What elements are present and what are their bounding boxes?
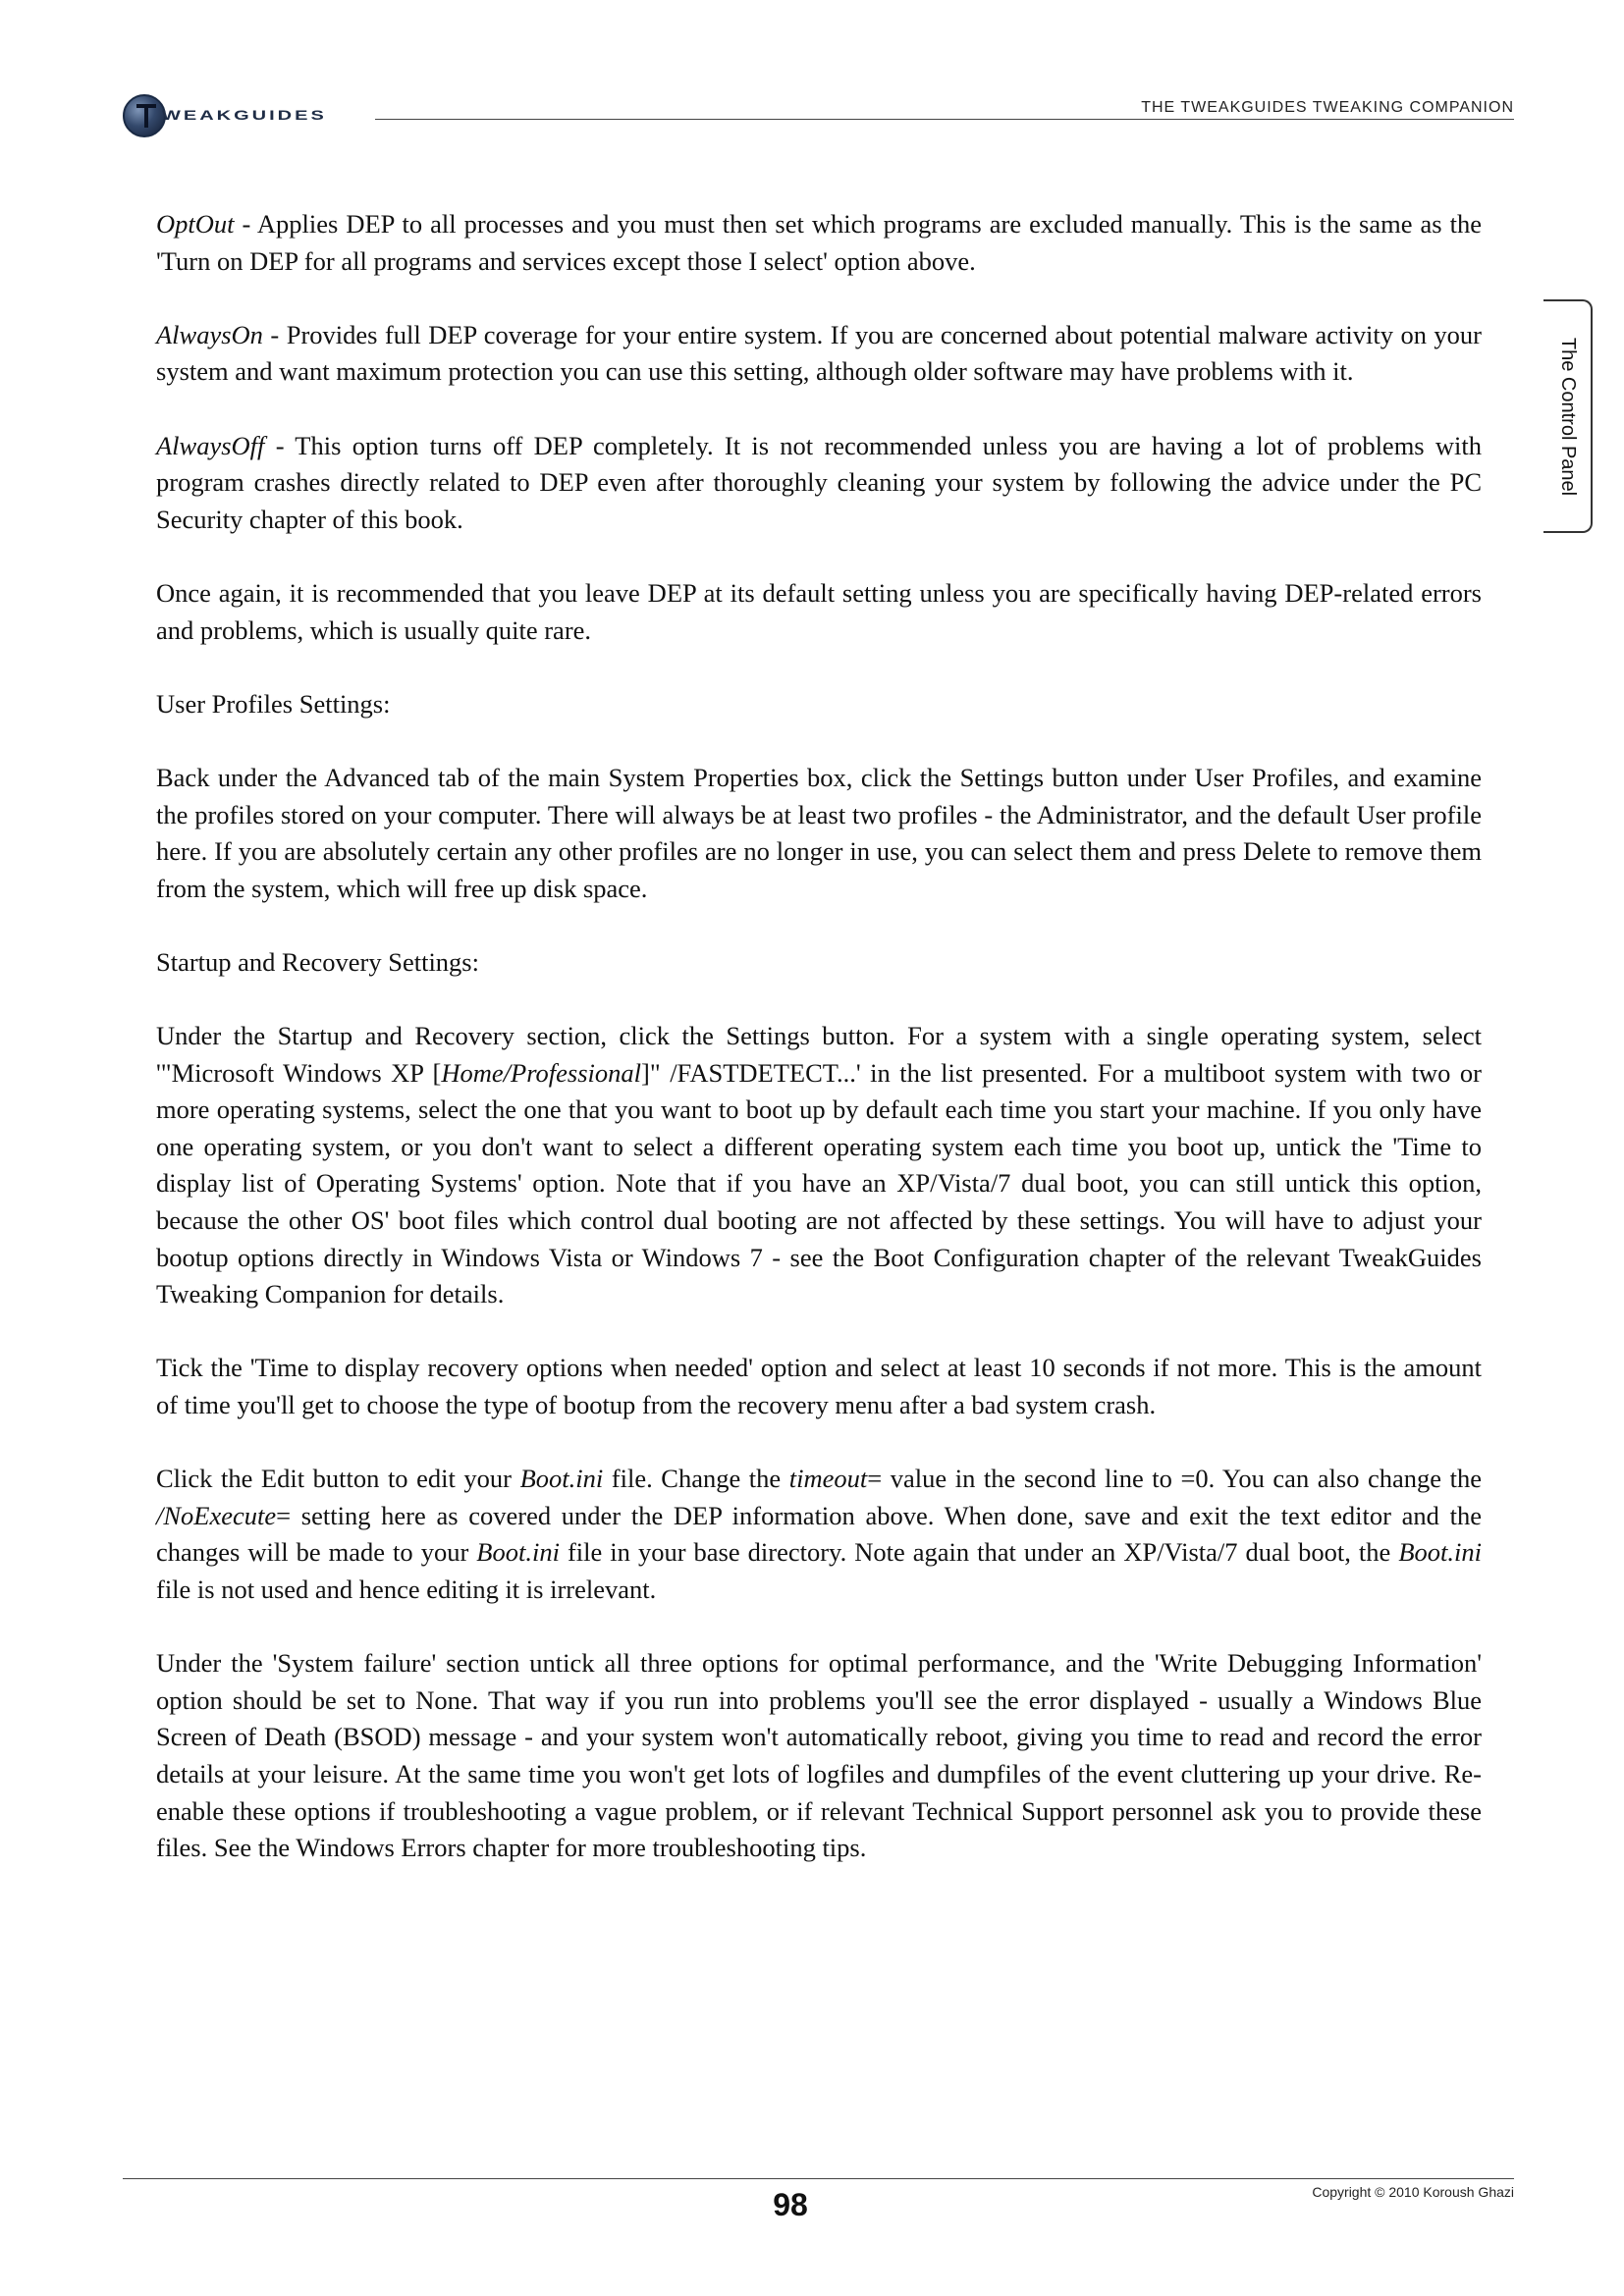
paragraph-system-failure	[156, 1645, 1482, 1867]
paragraph-text: = value in the second line to =0. You can also change the	[867, 1464, 1482, 1494]
paragraph-recovery	[156, 1350, 1482, 1423]
paragraph-text: file. Change the	[603, 1464, 789, 1494]
chapter-side-tab-label: The Control Panel	[1557, 337, 1580, 496]
paragraph-text: User Profiles Settings:	[156, 688, 391, 719]
italic-term: AlwaysOff	[156, 430, 265, 460]
paragraph-text: Once again, it is recommended that you leave DEP at its default setting unless you are specifically having DEP-related errors and problems, which is usually quite rare.	[156, 577, 1482, 645]
italic-term: Boot.ini	[1398, 1537, 1482, 1568]
paragraph-once-again	[156, 575, 1482, 649]
paragraph-optout	[156, 206, 1482, 280]
italic-term: Home/Professional	[441, 1057, 642, 1088]
page-number: 98	[773, 2187, 808, 2222]
paragraph-text: Under the 'System failure' section untick all three options for optimal performance, and the 'Write Debugging Information' option should be set to None. That way if you run into problems you'll see the error displayed - usually a Windows Blue Screen of Death (BSOD) message - and your system won't automatically reboot, giving you time to read and record the error details at your leisure. At the same time you won't get lots of logfiles and dumpfiles of the event cluttering up your drive. Re-enable these options if troubleshooting a vague problem, or if relevant Technical Support personnel ask you to provide these files. See the Windows Errors chapter for more troubleshooting tips.	[156, 1648, 1482, 1863]
italic-term: timeout	[788, 1464, 868, 1494]
footer-rule	[123, 2178, 1514, 2179]
logo-text: WEAKGUIDES	[162, 108, 327, 124]
paragraph-text: file is not used and hence editing it is irrelevant.	[156, 1574, 657, 1604]
paragraph-alwayson	[156, 317, 1482, 391]
paragraph-text: Click the Edit button to edit your	[156, 1464, 520, 1494]
italic-term: /NoExecute	[156, 1500, 277, 1530]
paragraph-user-profiles-heading	[156, 686, 1482, 723]
paragraph-text: Tick the 'Time to display recovery options when needed' option and select at least 10 seconds if not more. This is the amount of time you'll get to choose the type of bootup from the recovery menu after a bad system crash.	[156, 1353, 1482, 1419]
copyright-notice: Copyright © 2010 Koroush Ghazi	[1312, 2184, 1514, 2200]
logo-emblem-icon	[123, 94, 166, 137]
page-header	[0, 0, 1624, 147]
tweakguides-logo	[123, 94, 358, 141]
header-rule	[375, 119, 1514, 120]
paragraph-alwaysoff	[156, 428, 1482, 539]
paragraph-text: Startup and Recovery Settings:	[156, 946, 479, 977]
header-title: THE TWEAKGUIDES TWEAKING COMPANION	[1141, 99, 1514, 116]
paragraph-text: - Applies DEP to all processes and you must then set which programs are excluded manually. This is the same as the 'Turn on DEP for all programs and services except those I select' option above.	[156, 209, 1482, 276]
paragraph-text: = setting here as covered under the DEP information above. When done, save and exit the text editor and the changes will be made to your	[156, 1500, 1482, 1568]
chapter-side-tab-label-wrap	[1543, 299, 1593, 533]
paragraph-edit-bootini	[156, 1461, 1482, 1608]
italic-term: AlwaysOn	[156, 319, 263, 349]
italic-term: Boot.ini	[519, 1464, 604, 1494]
paragraph-text: Back under the Advanced tab of the main System Properties box, click the Settings button under User Profiles, and examine the profiles stored on your computer. There will always be at least two profiles - the Administrator, and the default User profile here. If you are absolutely certain any other profiles are no longer in use, you can select them and press Delete to remove them from the system, which will free up disk space.	[156, 762, 1482, 903]
paragraph-text: file in your base directory. Note again that under an XP/Vista/7 dual boot, the	[559, 1537, 1399, 1568]
italic-term: OptOut	[156, 209, 235, 239]
paragraph-user-profiles	[156, 760, 1482, 907]
paragraph-text: ]" /FASTDETECT...' in the list presented. For a multiboot system with two or more operating systems, select the one that you want to boot up by default each time you start your machine. If you only have one operating system, or you don't want to select a different operating system each time you boot up, untick the 'Time to display list of Operating Systems' option. Note that if you have an XP/Vista/7 dual boot, you can still untick this option, because the other OS' boot files which control dual booting are not affected by these settings. You will have to adjust your bootup options directly in Windows Vista or Windows 7 - see the Boot Configuration chapter of the relevant TweakGuides Tweaking Companion for details.	[156, 1057, 1482, 1309]
paragraph-startup-heading	[156, 944, 1482, 982]
italic-term: Boot.ini	[476, 1537, 560, 1568]
paragraph-text: - Provides full DEP coverage for your entire system. If you are concerned about potential malware activity on your system and want maximum protection you can use this setting, although older software may have problems with it.	[156, 319, 1482, 387]
paragraph-text: - This option turns off DEP completely. It is not recommended unless you are having a lot of problems with program crashes directly related to DEP even after thoroughly cleaning your system by following the advice under the PC Security chapter of this book.	[156, 430, 1482, 534]
page-body	[156, 206, 1482, 1903]
paragraph-text: Under the Startup and Recovery section, click the Settings button. For a system with a single operating system, select '"Microsoft Windows XP [	[156, 1021, 1482, 1088]
paragraph-startup	[156, 1018, 1482, 1313]
